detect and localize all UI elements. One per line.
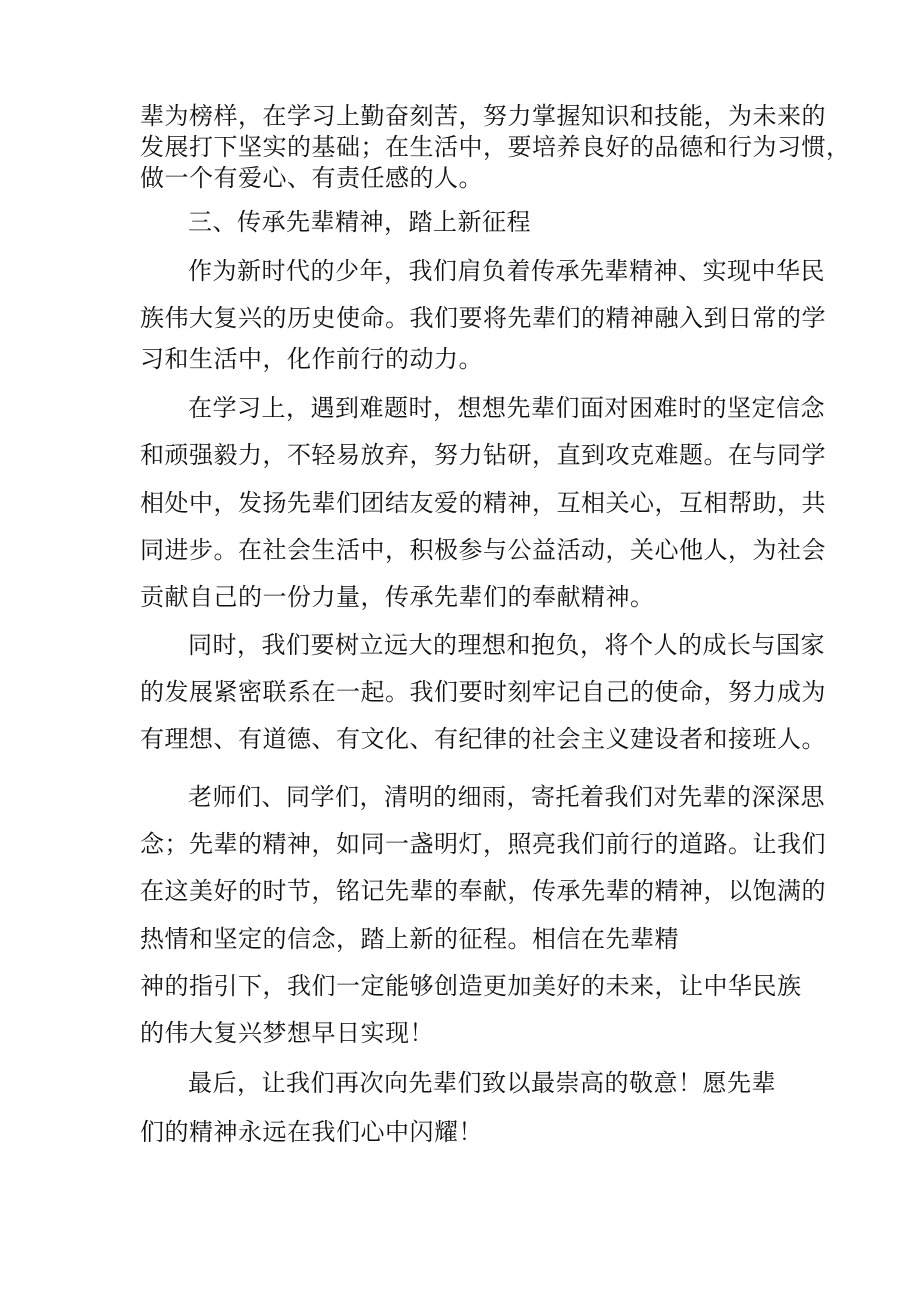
text-line: 和顽强毅力，不轻易放弃，努力钻研，直到攻克难题。在与同学 — [140, 441, 826, 469]
text-line: 发展打下坚实的基础；在生活中，要培养良好的品德和行为习惯， — [140, 133, 851, 161]
text-line: 念；先辈的精神，如同一盏明灯，照亮我们前行的道路。让我们 — [140, 830, 826, 858]
text-line: 族伟大复兴的历史使命。我们要将先辈们的精神融入到日常的学 — [140, 304, 826, 332]
text-line: 辈为榜样，在学习上勤奋刻苦，努力掌握知识和技能，为未来的 — [140, 102, 826, 130]
text-line: 有理想、有道德、有文化、有纪律的社会主义建设者和接班人。 — [140, 725, 826, 753]
text-line: 做一个有爱心、有责任感的人。 — [140, 164, 483, 192]
text-line: 同时，我们要树立远大的理想和抱负，将个人的成长与国家 — [188, 631, 825, 659]
text-line: 热情和坚定的信念，踏上新的征程。相信在先辈精 — [140, 925, 679, 953]
text-line: 在学习上，遇到难题时，想想先辈们面对困难时的坚定信念 — [188, 394, 825, 422]
text-line: 相处中，发扬先辈们团结友爱的精神，互相关心，互相帮助，共 — [140, 489, 826, 517]
section-heading: 三、传承先辈精神，踏上新征程 — [188, 208, 531, 236]
text-line: 们的精神永远在我们心中闪耀！ — [140, 1118, 483, 1146]
text-line: 的发展紧密联系在一起。我们要时刻牢记自己的使命，努力成为 — [140, 678, 826, 706]
text-line: 神的指引下，我们一定能够创造更加美好的未来，让中华民族 — [140, 972, 802, 1000]
text-line: 贡献自己的一份力量，传承先辈们的奉献精神。 — [140, 583, 655, 611]
text-line: 在这美好的时节，铭记先辈的奉献，传承先辈的精神，以饱满的 — [140, 877, 826, 905]
text-line: 的伟大复兴梦想早日实现！ — [140, 1019, 434, 1047]
text-line: 习和生活中，化作前行的动力。 — [140, 345, 483, 373]
text-line: 最后，让我们再次向先辈们致以最崇高的敬意！愿先辈 — [188, 1069, 776, 1097]
text-line: 同进步。在社会生活中，积极参与公益活动，关心他人，为社会 — [140, 536, 826, 564]
text-line: 老师们、同学们，清明的细雨，寄托着我们对先辈的深深思 — [188, 783, 825, 811]
text-line: 作为新时代的少年，我们肩负着传承先辈精神、实现中华民 — [188, 257, 825, 285]
